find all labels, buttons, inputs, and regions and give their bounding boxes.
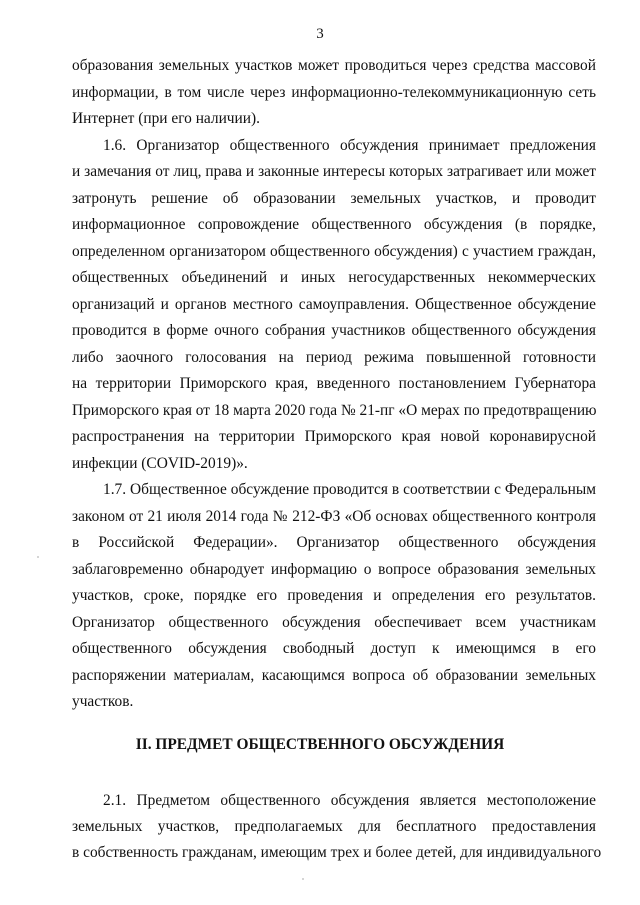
text-line: 2.1. Предметом общественного обсуждения является местоположение bbox=[103, 792, 596, 809]
text-line: информации, в том числе через информационно-телекоммуникационную сеть bbox=[72, 83, 596, 101]
text-line: земельных участков, предполагаемых для бесплатного предоставления bbox=[72, 818, 596, 835]
text-line: проводится в форме очного собрания участников общественного обсуждения bbox=[72, 322, 596, 339]
text-line: участков. bbox=[72, 693, 134, 710]
text-line: распространения на территории Приморского края новой коронавирусной bbox=[72, 428, 596, 445]
text-line: и замечания от лиц, права и законные интересы которых затрагивает или может bbox=[72, 163, 596, 180]
text-line: затронуть решение об образовании земельных участков, и проводит bbox=[72, 189, 596, 207]
text-line: 1.6. Организатор общественного обсуждения принимает предложения bbox=[103, 136, 596, 154]
text-line: информационное сопровождение общественного обсуждения (в порядке, bbox=[72, 216, 596, 233]
text-line: инфекции (COVID-2019)». bbox=[72, 454, 248, 472]
page-number: 3 bbox=[316, 26, 324, 42]
section-heading: II. ПРЕДМЕТ ОБЩЕСТВЕННОГО ОБСУЖДЕНИЯ bbox=[135, 736, 505, 753]
text-line: Организатор общественного обсуждения обеспечивает всем участникам bbox=[72, 613, 596, 631]
text-line: Приморского края от 18 марта 2020 года № 21-пг «О мерах по предотвращению bbox=[72, 401, 597, 419]
text-line: определенном организатором общественного обсуждения) с участием граждан, bbox=[72, 242, 596, 260]
text-line: на территории Приморского края, введенного постановлением Губернатора bbox=[72, 375, 596, 392]
text-line: общественных объединений и иных негосударственных некоммерческих bbox=[72, 269, 596, 286]
text-line: участков, сроке, порядке его проведения и определения его результатов. bbox=[72, 587, 596, 604]
text-line: распоряжении материалам, касающимся вопроса об образовании земельных bbox=[72, 666, 596, 684]
text-line: общественного обсуждения свободный доступ к имеющимся в его bbox=[72, 640, 596, 657]
text-line: организаций и органов местного самоуправления. Общественное обсуждение bbox=[72, 295, 596, 313]
scan-speck bbox=[37, 556, 39, 558]
text-line: либо заочного голосования на период режима повышенной готовности bbox=[72, 348, 596, 366]
text-line: 1.7. Общественное обсуждение проводится в соответствии с Федеральным bbox=[103, 481, 596, 498]
text-line: в Российской Федерации». Организатор общественного обсуждения bbox=[72, 534, 596, 551]
text-line: Интернет (при его наличии). bbox=[72, 110, 260, 127]
scan-speck bbox=[302, 878, 304, 880]
text-line: законом от 21 июля 2014 года № 212-ФЗ «Об основах общественного контроля bbox=[72, 507, 596, 525]
text-line: образования земельных участков может проводиться через средства массовой bbox=[72, 57, 596, 74]
text-line: в собственность гражданам, имеющим трех и более детей, для индивидуального bbox=[72, 844, 602, 861]
text-line: заблаговременно обнародует информацию о вопросе образования земельных bbox=[72, 560, 596, 578]
